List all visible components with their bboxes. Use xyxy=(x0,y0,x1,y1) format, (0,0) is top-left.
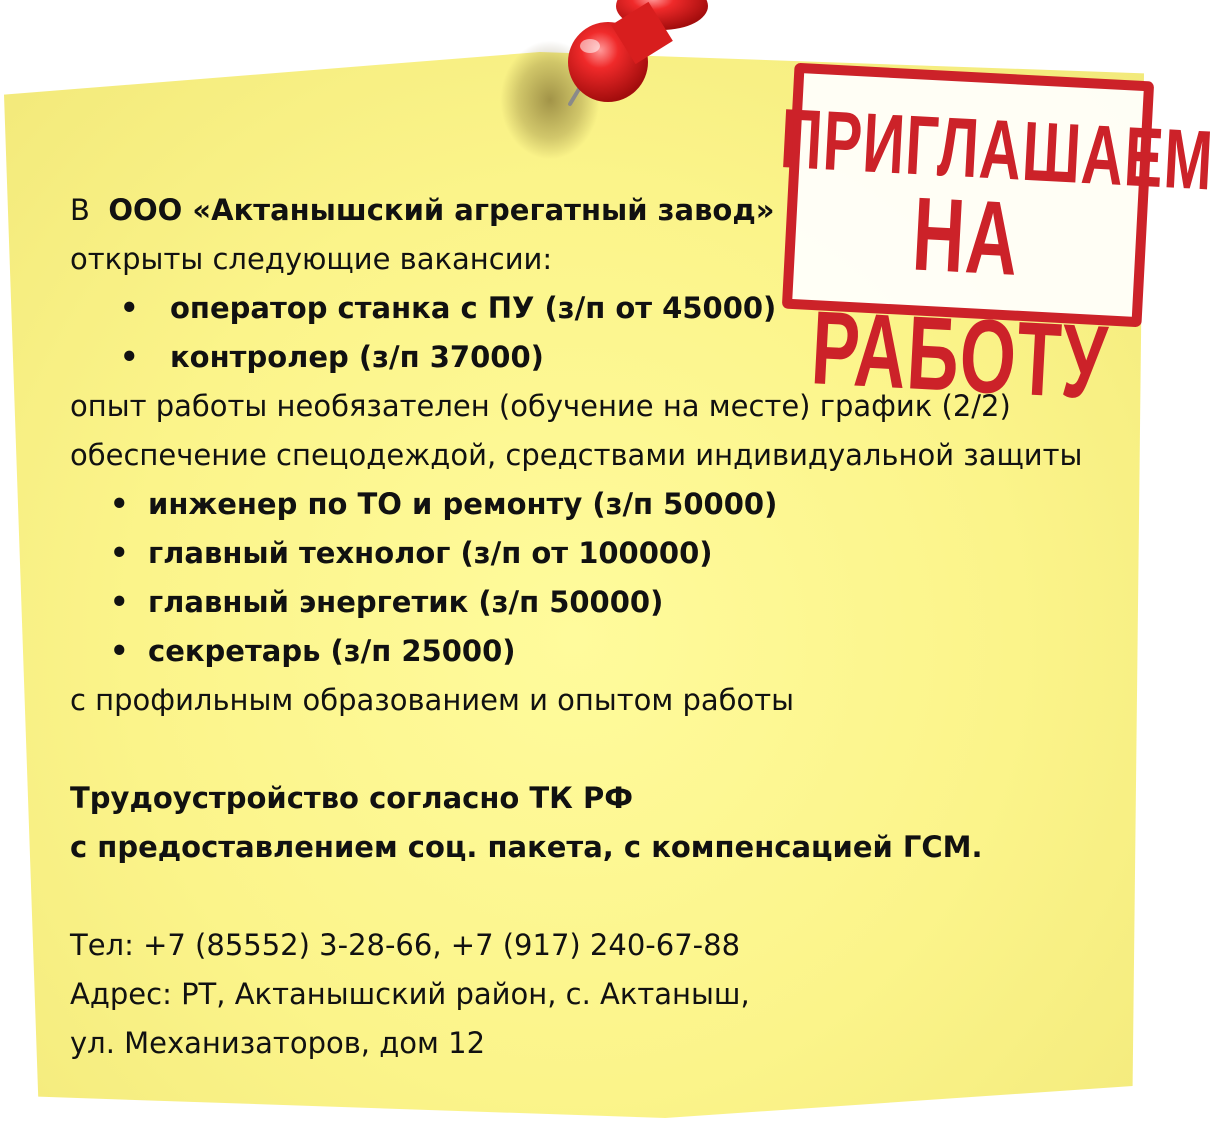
vacancy-label: секретарь (з/п 25000) xyxy=(148,634,516,668)
vacancy-label: оператор станка с ПУ (з/п от 45000) xyxy=(170,291,777,325)
address-line-2: ул. Механизаторов, дом 12 xyxy=(70,1026,486,1060)
bullet-icon: • xyxy=(120,340,139,374)
requirement-line: с профильным образованием и опытом работы xyxy=(70,683,795,717)
intro-prefix: В xyxy=(70,193,90,227)
bullet-icon: • xyxy=(110,536,129,570)
bullet-icon: • xyxy=(110,487,129,521)
vacancy-item xyxy=(70,529,1160,578)
announcement-text xyxy=(70,186,1160,1068)
vacancy-item xyxy=(70,627,1160,676)
vacancy-item xyxy=(70,333,1160,382)
vacancy-label: главный энергетик (з/п 50000) xyxy=(148,585,664,619)
spacer xyxy=(70,872,1160,921)
company-name: ООО «Актанышский агрегатный завод» xyxy=(108,193,775,227)
phone-line: Тел: +7 (85552) 3-28-66, +7 (917) 240-67-88 xyxy=(70,928,741,962)
condition-line: обеспечение спецодеждой, средствами индивидуальной защиты xyxy=(70,438,1083,472)
vacancy-item xyxy=(70,480,1160,529)
employment-line: Трудоустройство согласно ТК РФ xyxy=(70,781,633,815)
spacer xyxy=(70,725,1160,774)
stamp-line-2: НА РАБОТУ xyxy=(808,176,1111,422)
pushpin-icon xyxy=(560,0,720,110)
vacancy-item xyxy=(70,284,1160,333)
vacancy-item xyxy=(70,578,1160,627)
bullet-icon: • xyxy=(120,291,139,325)
bullet-icon: • xyxy=(110,634,129,668)
intro-line-2: открыты следующие вакансии: xyxy=(70,242,553,276)
vacancy-label: главный технолог (з/п от 100000) xyxy=(148,536,713,570)
condition-line: опыт работы необязателен (обучение на месте) график (2/2) xyxy=(70,389,1011,423)
stamp-line-1: ПРИГЛАШАЕМ xyxy=(778,91,1216,209)
vacancy-label: инженер по ТО и ремонту (з/п 50000) xyxy=(148,487,778,521)
intro-line xyxy=(70,186,1160,235)
vacancy-label: контролер (з/п 37000) xyxy=(170,340,544,374)
employment-line: с предоставлением соц. пакета, с компенсацией ГСМ. xyxy=(70,830,983,864)
address-line-1: Адрес: РТ, Актанышский район, с. Актаныш, xyxy=(70,977,750,1011)
bullet-icon: • xyxy=(110,585,129,619)
